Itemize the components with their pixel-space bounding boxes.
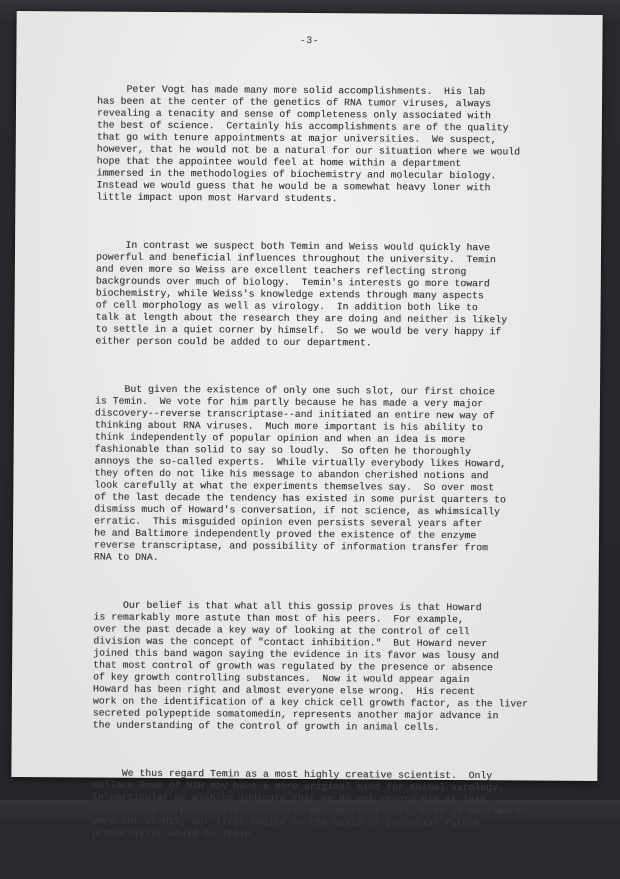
document-page xyxy=(11,11,602,840)
paragraph-first-choice-temin: But given the existence of only one such slot, our first choice is Temin. We vote for him partly because he has made a very major discovery--reverse transcriptase--and initiated an entire new way of thinking about RNA viruses. Much more important is his ability to think independently of popular opinion and when an idea is more fashionable than solid to say so loudly. So often he thoroughly annoys the so-called experts. While virtually everybody likes Howard, they often do not like his message to abandon cherished notions and look carefully at what the experiments themselves say. So over most of the last decade the tendency has existed in some purist quarters to dismiss much of Howard's conversation, if not science, as whimsically erratic. This misguided opinion even persists several years after he and Baltimore independently proved the existence of the enzyme reverse transcriptase, and possibility of information transfer from RNA to DNA. xyxy=(93,383,507,563)
paragraph-peter-vogt: Peter Vogt has made many more solid accomplishments. His lab has been at the center of the genetics of RNA tumor viruses, always revealing a tenacity and sense of completeness only associated with the best of science. Certainly his accomplishments are of the quality that go with tenure appointments at major universities. We suspect, however, that he would not be a natural for our situation where we would hope that the appointee would feel at home within a department immersed in the methodologies of biochemistry and molecular biology. Instead we would guess that he would be a somewhat heavy loner with little impact upon most Harvard students. xyxy=(96,83,521,205)
paragraph-temin-weiss-contrast: In contrast we suspect both Temin and Weiss would quickly have powerful and beneficial influences throughout the university. Temin and even more so Weiss are excellent teachers reflecting strong backgrounds over much of biology. Temin's interests go more toward biochemistry, while Weiss's knowledge extends through many aspects of cell morphology as well as virology. In addition both like to talk at length about the research they are doing and neither is likely to settle in a quiet corner by himself. So we would be very happy if either person could be added to our department. xyxy=(95,239,508,349)
document-body xyxy=(11,59,603,879)
paragraph-conclusion: We thus regard Temin as a most highly creative scientist. Only Wallace Rowe of NIH may have a more original mind for animal virology. In particular we wish to indicate that we do not regard him as less imaginative or productive than David Baltimore of MIT. Even if Baltimore were not at MIT, our first choice on the basis of potential future productivity would be Temin. xyxy=(91,767,522,840)
paragraph-howard-astute: Our belief is that what all this gossip proves is that Howard is remarkably more astute than most of his peers. For example, over the past decade a key way of looking at the control of cell division was the concept of "contact inhibition." But Howard never joined this band wagon saying the evidence in its favor was lousy and that most control of growth was regulated by the presence or absence of key growth controlling substances. Now it would appear again Howard has been right and almost everyone else wrong. His recent work on the identification of a key chick cell growth factor, as the liver secreted polypeptide somatomedin, represents another major advance in the understanding of the control of growth in animal cells. xyxy=(92,599,528,733)
page-number: -3- xyxy=(299,35,320,48)
